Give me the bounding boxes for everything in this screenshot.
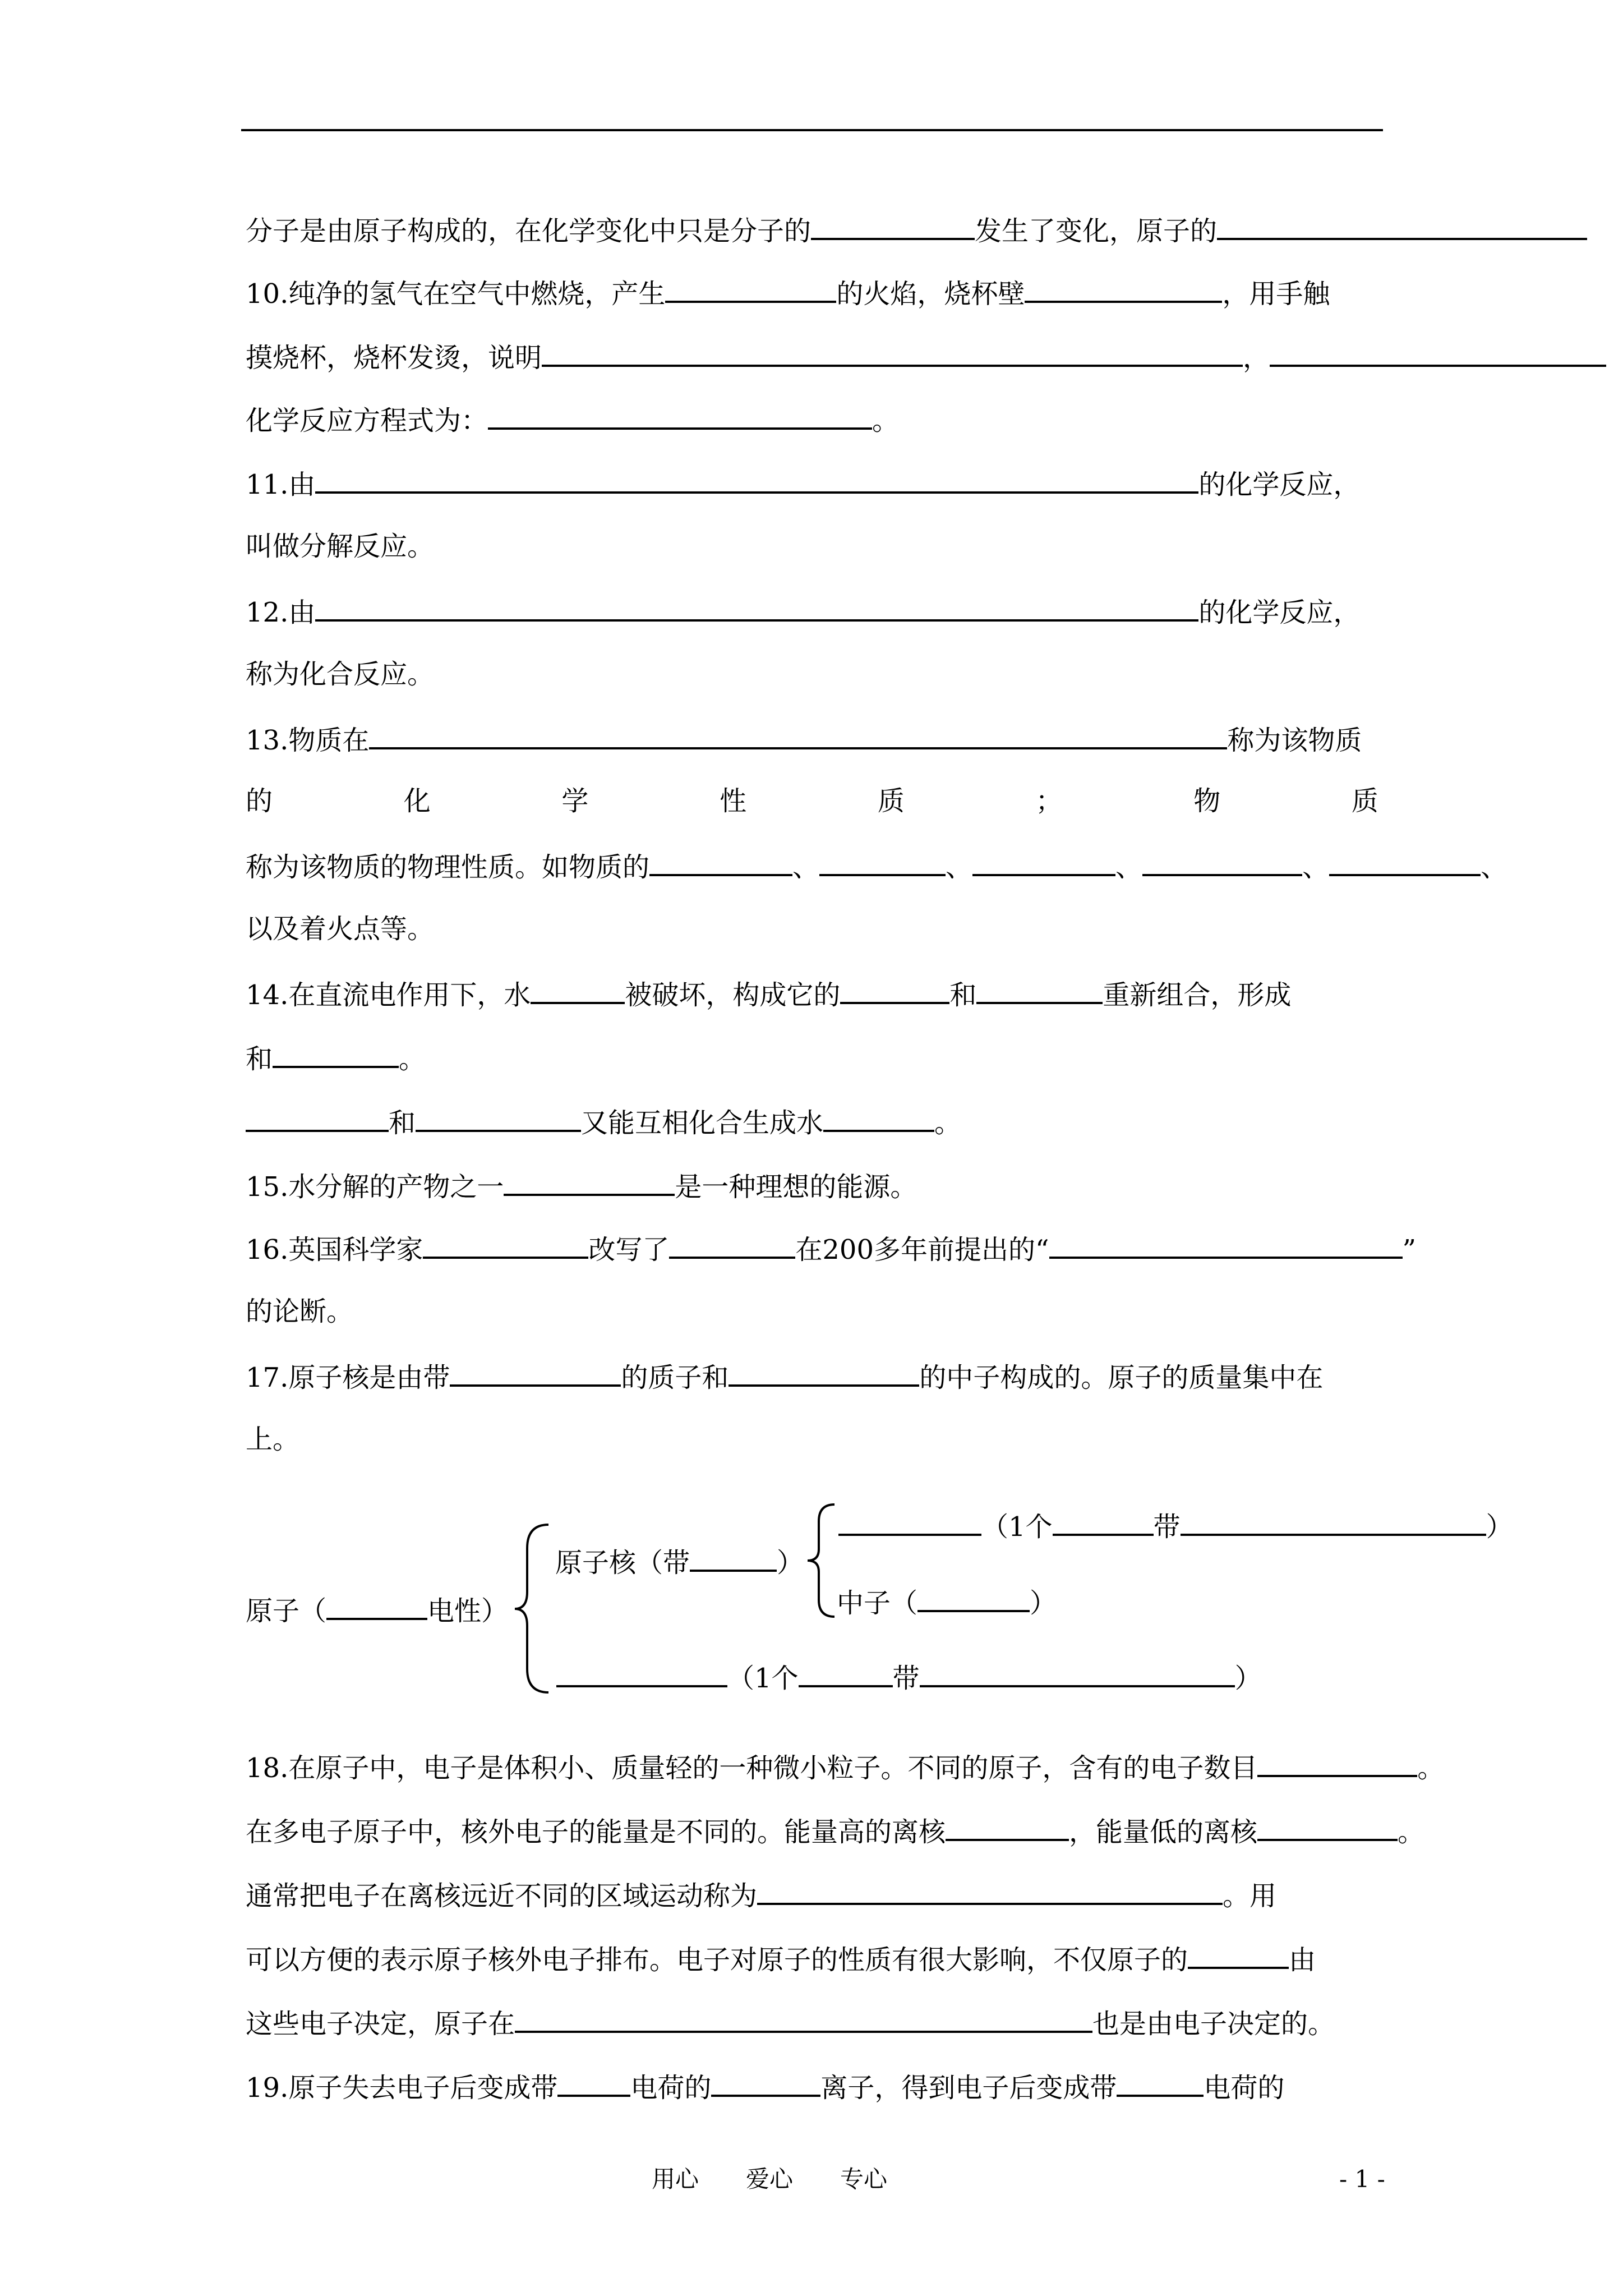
text: 电荷的 — [630, 2072, 712, 2104]
blank — [556, 1659, 727, 1687]
blank — [757, 1877, 1223, 1905]
blank — [1117, 2069, 1204, 2097]
text: ） — [1030, 1588, 1057, 1619]
text: 改写了 — [588, 1234, 670, 1266]
text: 可以方便的表示原子核外电子排布。电子对原子的性质有很大影响，不仅原子的 — [246, 1944, 1188, 1976]
separator: 、 — [1302, 852, 1330, 883]
text: 电荷的 — [1204, 2072, 1285, 2104]
text: 。用 — [1223, 1880, 1277, 1912]
text: 是一种理想的能源。 — [675, 1171, 917, 1203]
text: 的化学反应， — [1198, 469, 1361, 500]
text: 中子（ — [837, 1588, 918, 1619]
text: （1个 — [727, 1663, 799, 1694]
text: ，用手触 — [1222, 278, 1330, 310]
blank — [711, 2069, 820, 2097]
text: 的质子和 — [621, 1362, 729, 1393]
text: 称为化合反应。 — [246, 659, 435, 690]
char: ； — [1035, 785, 1063, 817]
blank — [690, 1544, 777, 1572]
text: 原子核（带 — [555, 1547, 690, 1579]
text: 原子（ — [246, 1595, 327, 1627]
char: 质 — [1351, 785, 1378, 817]
text: 又能互相化合生成水 — [581, 1107, 824, 1139]
text: 。 — [1398, 1816, 1425, 1848]
text: 11.由 — [246, 469, 316, 500]
text: 12.由 — [246, 597, 316, 628]
char: 化 — [403, 785, 431, 817]
text: 。 — [399, 1043, 426, 1075]
blank — [920, 1659, 1235, 1687]
text: ， — [1243, 342, 1270, 374]
text: 19.原子失去电子后变成带 — [246, 2072, 558, 2104]
atom-label — [246, 1592, 508, 1628]
char: 学 — [561, 785, 589, 817]
text: 18.在原子中，电子是体积小、质量轻的一种微小粒子。不同的原子，含有的电子数目 — [246, 1752, 1258, 1784]
proton-line — [838, 1508, 1513, 1544]
blank — [1188, 1941, 1289, 1969]
separator: 、 — [1115, 852, 1143, 883]
text: 。 — [1417, 1752, 1445, 1784]
blank — [946, 1813, 1069, 1841]
text: 14.在直流电作用下，水 — [246, 979, 531, 1011]
blank — [326, 1592, 427, 1620]
page-number: - 1 - — [1339, 2165, 1385, 2193]
text: 在200多年前提出的“ — [795, 1234, 1049, 1266]
text: ） — [1234, 1663, 1262, 1694]
text: 的火焰，烧杯壁 — [836, 278, 1025, 310]
electron-line — [556, 1659, 1262, 1695]
text: 的化学反应， — [1198, 597, 1361, 628]
nucleus-label — [555, 1544, 804, 1580]
line-21 — [246, 1749, 1444, 1785]
text: 带 — [1153, 1511, 1181, 1543]
blank — [1257, 1749, 1417, 1777]
char: 质 — [877, 785, 905, 817]
text: 和 — [246, 1043, 273, 1075]
text: ） — [777, 1547, 804, 1579]
text: 摸烧杯，烧杯发烫，说明 — [246, 342, 542, 374]
text: 分子是由原子构成的，在化学变化中只是分子的 — [246, 215, 811, 247]
outer-brace — [515, 1525, 548, 1692]
text: 电性） — [427, 1595, 509, 1627]
text: 被破坏，构成它的 — [625, 979, 841, 1011]
text: 离子，得到电子后变成带 — [820, 2072, 1117, 2104]
text: 称为该物质的物理性质。如物质的 — [246, 852, 650, 883]
blank — [515, 2005, 1092, 2033]
separator: 、 — [946, 852, 973, 883]
text: 10.纯净的氢气在空气中燃烧，产生 — [246, 278, 666, 310]
text: 和 — [389, 1107, 416, 1139]
text: ” — [1402, 1234, 1417, 1266]
text: 重新组合，形成 — [1103, 979, 1292, 1011]
text: 16.英国科学家 — [246, 1234, 423, 1266]
blank — [838, 1508, 981, 1536]
line-24 — [246, 1941, 1316, 1977]
text: 13.物质在 — [246, 725, 370, 756]
text: 上。 — [246, 1424, 300, 1455]
text: （1个 — [981, 1511, 1053, 1543]
text: 称为该物质 — [1227, 725, 1362, 756]
text: 和 — [949, 979, 977, 1011]
blank — [1257, 1813, 1398, 1841]
text: 的中子构成的。原子的质量集中在 — [919, 1362, 1324, 1393]
text: 带 — [892, 1663, 920, 1694]
inner-brace — [808, 1504, 834, 1617]
blank — [1053, 1508, 1154, 1536]
text: 17.原子核是由带 — [246, 1362, 450, 1393]
text: ，能量低的离核 — [1069, 1816, 1258, 1848]
text: 通常把电子在离核远近不同的区域运动称为 — [246, 1880, 758, 1912]
text: 在多电子原子中，核外电子的能量是不同的。能量高的离核 — [246, 1816, 946, 1848]
char: 物 — [1193, 785, 1221, 817]
neutron-line — [837, 1584, 1057, 1620]
footer-motto: 用心 爱心 专心 — [652, 2165, 888, 2193]
text: 。 — [872, 405, 900, 436]
line-26 — [246, 2069, 1284, 2105]
blank — [1181, 1508, 1486, 1536]
blank — [917, 1584, 1030, 1612]
blank — [799, 1659, 893, 1687]
text: 发生了变化，原子的 — [975, 215, 1218, 247]
blank — [557, 2069, 630, 2097]
char: 性 — [720, 785, 747, 817]
text: 也是由电子决定的。 — [1092, 2008, 1335, 2040]
line-23 — [246, 1877, 1276, 1913]
char: 的 — [246, 785, 273, 817]
separator: 、 — [792, 852, 820, 883]
text: 化学反应方程式为： — [246, 405, 488, 436]
line-22 — [246, 1813, 1424, 1849]
text: 15.水分解的产物之一 — [246, 1171, 504, 1203]
text: 。 — [934, 1107, 962, 1139]
text: ） — [1486, 1511, 1513, 1543]
text: 由 — [1289, 1944, 1316, 1976]
text: 以及着火点等。 — [246, 913, 435, 945]
line-25 — [246, 2005, 1335, 2041]
text: 叫做分解反应。 — [246, 531, 435, 562]
separator: 、 — [1481, 852, 1508, 883]
text: 这些电子决定，原子在 — [246, 2008, 515, 2040]
text: 的论断。 — [246, 1296, 354, 1327]
